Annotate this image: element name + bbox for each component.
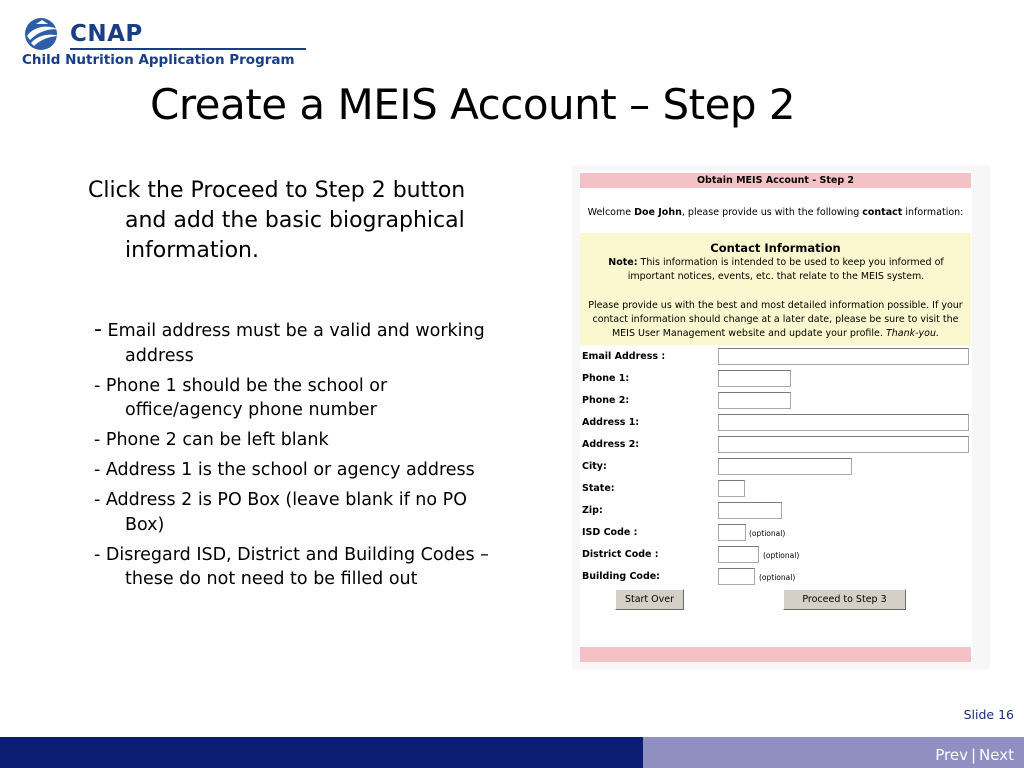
- list-item: [94, 458, 504, 483]
- phone1-row: [582, 370, 971, 390]
- building-code-row: [582, 568, 971, 588]
- phone1-label: Phone 1:: [582, 373, 630, 384]
- bullet-dash: -: [94, 430, 101, 450]
- next-link[interactable]: Next: [979, 746, 1014, 764]
- district-code-label: District Code :: [582, 549, 659, 560]
- footer-bar-dark: [0, 737, 643, 768]
- bullet-text: Disregard ISD, District and Building Codes – these do not need to be filled out: [100, 544, 489, 589]
- address2-label: Address 2:: [582, 439, 640, 450]
- address1-label: Address 1:: [582, 417, 640, 428]
- logo-divider: [70, 48, 306, 50]
- bullet-dash: -: [94, 460, 101, 480]
- city-label: City:: [582, 461, 607, 472]
- logo-name: CNAP: [70, 21, 143, 47]
- bullet-dash: -: [94, 490, 101, 510]
- bullet-dash: -: [94, 544, 101, 565]
- bullet-dash: -: [94, 375, 101, 396]
- bullet-text: Phone 1 should be the school or office/agency phone number: [100, 375, 388, 420]
- instruction-list: [94, 318, 504, 597]
- state-row: [582, 480, 971, 500]
- para-text: Please provide us with the best and most detailed information possible. If your contact information should change at a later date, please be sure to visit the MEIS User Management website and update your profile.: [588, 300, 963, 339]
- bullet-text: Phone 2 can be left blank: [100, 430, 329, 450]
- contact-note: [588, 256, 964, 284]
- start-over-button[interactable]: Start Over: [615, 589, 684, 610]
- bullet-text: Address 1 is the school or agency address: [100, 460, 475, 480]
- welcome-prefix: Welcome: [587, 207, 635, 218]
- email-field[interactable]: [718, 348, 969, 365]
- contact-paragraph: [583, 299, 968, 341]
- district-code-row: [582, 546, 971, 566]
- list-item: [94, 428, 504, 453]
- address2-row: [582, 436, 971, 456]
- zip-row: [582, 502, 971, 522]
- city-row: [582, 458, 971, 478]
- phone2-label: Phone 2:: [582, 395, 630, 406]
- district-code-field[interactable]: [718, 546, 759, 563]
- slide-number: Slide 16: [963, 707, 1014, 722]
- isd-code-field[interactable]: [718, 524, 746, 541]
- prev-link[interactable]: Prev: [935, 746, 968, 764]
- optional-note: (optional): [749, 529, 786, 538]
- phone2-row: [582, 392, 971, 412]
- contact-heading: Contact Information: [710, 241, 841, 255]
- form-heading: Obtain MEIS Account - Step 2: [580, 173, 971, 188]
- welcome-bold: contact: [862, 207, 903, 218]
- intro-text: Click the Proceed to Step 2 button and add the basic biographical information.: [88, 178, 466, 263]
- state-field[interactable]: [718, 480, 745, 497]
- slide-navigation: [935, 746, 1014, 764]
- email-row: [582, 348, 971, 368]
- phone1-field[interactable]: [718, 370, 791, 387]
- welcome-message: [580, 207, 971, 218]
- para-thanks: Thank-you.: [885, 328, 940, 339]
- list-item: [94, 318, 504, 368]
- email-label: Email Address :: [582, 351, 666, 362]
- isd-code-label: ISD Code :: [582, 527, 638, 538]
- city-field[interactable]: [718, 458, 852, 475]
- user-name: Doe John: [634, 207, 682, 218]
- contact-info-box: [580, 233, 971, 345]
- logo-subtitle: Child Nutrition Application Program: [22, 52, 295, 68]
- meis-form: [580, 171, 972, 661]
- list-item: [94, 374, 504, 423]
- building-code-field[interactable]: [718, 568, 755, 585]
- slide-title: Create a MEIS Account – Step 2: [150, 80, 796, 129]
- building-code-label: Building Code:: [582, 571, 660, 582]
- list-item: [94, 543, 504, 592]
- note-label: Note:: [608, 257, 638, 268]
- zip-label: Zip:: [582, 505, 603, 516]
- phone2-field[interactable]: [718, 392, 791, 409]
- nav-separator: |: [970, 746, 977, 764]
- optional-note: (optional): [759, 573, 796, 582]
- form-screenshot: [572, 165, 990, 670]
- form-footer-bar: [580, 647, 971, 662]
- welcome-suffix: information:: [902, 207, 964, 218]
- address1-row: [582, 414, 971, 434]
- optional-note: (optional): [763, 551, 800, 560]
- cnap-logo: [22, 16, 307, 72]
- bullet-text: Email address must be a valid and working address: [101, 321, 485, 366]
- zip-field[interactable]: [718, 502, 782, 519]
- bullet-text: Address 2 is PO Box (leave blank if no PO Box): [100, 490, 467, 535]
- bullet-dash: -: [94, 317, 102, 342]
- address2-field[interactable]: [718, 436, 969, 453]
- isd-code-row: [582, 524, 971, 544]
- note-text: This information is intended to be used to keep you informed of important notices, events, etc. that relate to the MEIS system.: [627, 257, 944, 282]
- proceed-step3-button[interactable]: Proceed to Step 3: [783, 589, 906, 610]
- cnap-emblem-icon: [22, 16, 64, 52]
- welcome-mid: , please provide us with the following: [681, 207, 863, 218]
- state-label: State:: [582, 483, 615, 494]
- address1-field[interactable]: [718, 414, 969, 431]
- list-item: [94, 488, 504, 537]
